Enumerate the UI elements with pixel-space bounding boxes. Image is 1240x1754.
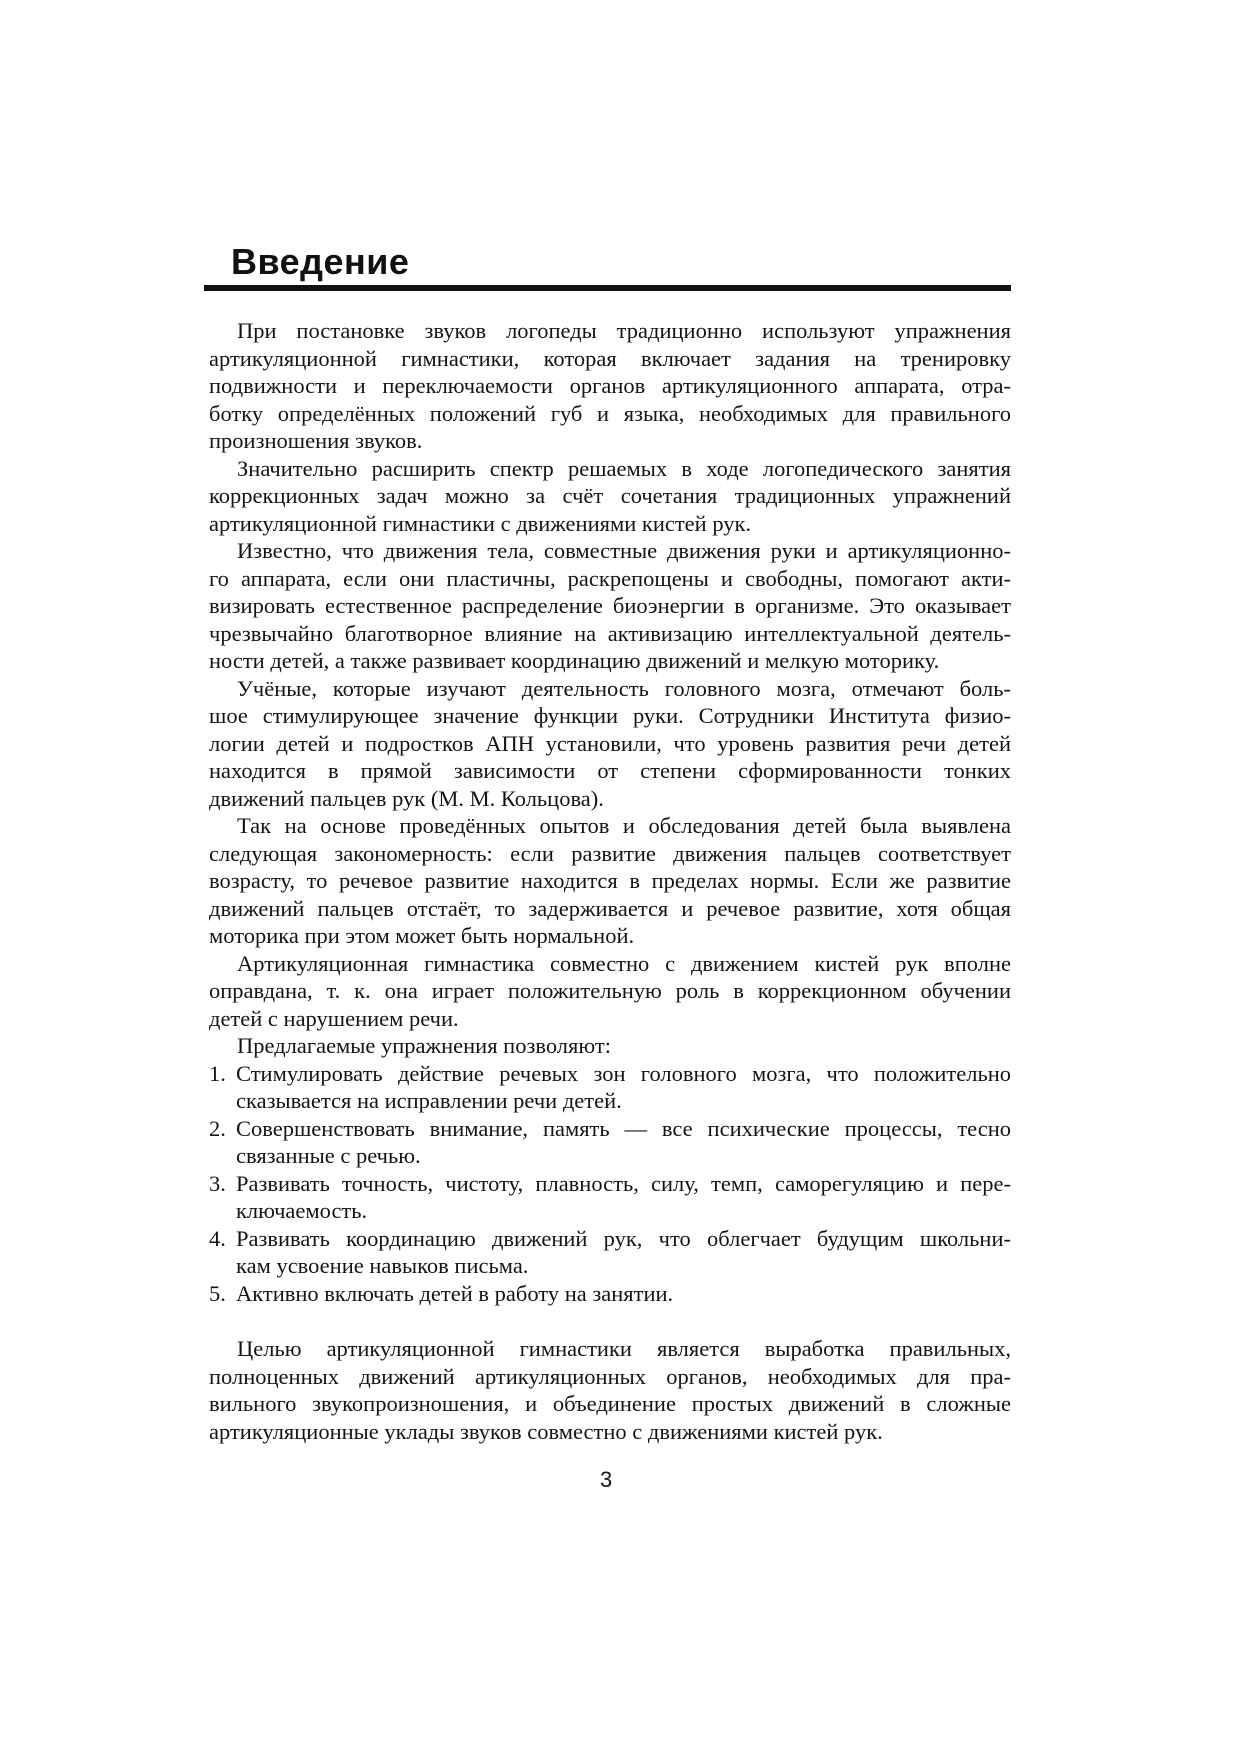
text-line: кам усвоение навыков письма. bbox=[236, 1253, 529, 1278]
list-number: 3. bbox=[209, 1170, 226, 1196]
list-item bbox=[209, 1170, 1011, 1225]
paragraph bbox=[209, 317, 1011, 455]
title-underline-rule bbox=[204, 285, 1011, 291]
text-line: Значительно расширить спектр решаемых в ходе логопедического занятия bbox=[237, 455, 1011, 481]
text-line: Так на основе проведённых опытов и обследования детей была выявлена bbox=[237, 813, 1011, 838]
text-line: Развивать точность, чистоту, плавность, силу, темп, саморегуляцию и пере- bbox=[236, 1170, 1011, 1196]
list-item bbox=[209, 1225, 1011, 1280]
text-line: ботку определённых положений губ и языка, необходимых для правильного bbox=[209, 400, 1011, 426]
text-line: Известно, что движения тела, совместные движения руки и артикуляционно- bbox=[237, 538, 1011, 563]
page-number: 3 bbox=[600, 1467, 613, 1492]
paragraph bbox=[209, 455, 1011, 538]
paragraph bbox=[209, 675, 1011, 813]
list-number: 4. bbox=[209, 1225, 226, 1251]
body-text bbox=[209, 317, 1011, 1445]
text-line: При постановке звуков логопеды традиционно используют упражнения bbox=[237, 318, 1011, 343]
text-line: возрасту, то речевое развитие находится в пределах нормы. Если же развитие bbox=[209, 868, 1011, 893]
text-line: Совершенствовать внимание, память — все психические процессы, тесно bbox=[236, 1115, 1011, 1141]
text-line: артикуляционной гимнастики с движениями кистей рук. bbox=[209, 510, 752, 536]
text-line: Развивать координацию движений рук, что облегчает будущим школьни- bbox=[236, 1225, 1011, 1251]
text-line: логии детей и подростков АПН установили, что уровень развития речи детей bbox=[209, 730, 1011, 756]
text-line: полноценных движений артикуляционных органов, необходимых для пра- bbox=[209, 1363, 1011, 1389]
text-line: следующая закономерность: если развитие движения пальцев соответствует bbox=[209, 840, 1011, 866]
list-item bbox=[209, 1060, 1011, 1115]
text-line: подвижности и переключаемости органов артикуляционного аппарата, отра- bbox=[209, 373, 1011, 398]
text-line: визировать естественное распределение биоэнергии в организме. Это оказывает bbox=[209, 593, 1011, 618]
paragraph bbox=[209, 812, 1011, 950]
text-line: артикуляционные уклады звуков совместно с движениями кистей рук. bbox=[209, 1418, 883, 1444]
text-line: коррекционных задач можно за счёт сочетания традиционных упражнений bbox=[209, 483, 1011, 508]
text-line: оправдана, т. к. она играет положительную роль в коррекционном обучении bbox=[209, 978, 1011, 1003]
text-line: моторика при этом может быть нормальной. bbox=[209, 923, 635, 948]
text-line: Артикуляционная гимнастика совместно с движением кистей рук вполне bbox=[237, 950, 1011, 976]
text-line: Учёные, которые изучают деятельность головного мозга, отмечают боль- bbox=[237, 675, 1011, 701]
list-number: 5. bbox=[209, 1280, 226, 1306]
text-line: сказывается на исправлении речи детей. bbox=[236, 1088, 622, 1113]
paragraph bbox=[209, 537, 1011, 675]
text-line: движений пальцев отстаёт, то задерживается и речевое развитие, хотя общая bbox=[209, 895, 1011, 921]
list-number: 2. bbox=[209, 1115, 226, 1141]
list-item bbox=[209, 1115, 1011, 1170]
paragraph bbox=[209, 950, 1011, 1033]
list-number: 1. bbox=[209, 1060, 226, 1086]
text-line: артикуляционной гимнастики, которая включает задания на тренировку bbox=[209, 345, 1011, 371]
text-line: Целью артикуляционной гимнастики является выработка правильных, bbox=[237, 1336, 1011, 1361]
numbered-list bbox=[209, 1060, 1011, 1308]
text-line: Предлагаемые упражнения позволяют: bbox=[237, 1033, 611, 1058]
paragraph bbox=[209, 1032, 1011, 1060]
page-title: Введение bbox=[231, 241, 410, 282]
text-line: ности детей, а также развивает координацию движений и мелкую моторику. bbox=[209, 648, 940, 673]
text-line: находится в прямой зависимости от степени сформированности тонких bbox=[209, 758, 1011, 783]
text-line: детей с нарушением речи. bbox=[209, 1005, 459, 1031]
text-line: вильного звукопроизношения, и объединение простых движений в сложные bbox=[209, 1391, 1011, 1416]
text-line: го аппарата, если они пластичны, раскрепощены и свободны, помогают акти- bbox=[209, 565, 1011, 591]
text-line: шое стимулирующее значение функции руки. Сотрудники Института физио- bbox=[209, 703, 1011, 728]
text-line: произношения звуков. bbox=[209, 428, 423, 453]
text-line: ключаемость. bbox=[236, 1198, 368, 1223]
text-line: Активно включать детей в работу на занятии. bbox=[236, 1280, 674, 1306]
text-line: движений пальцев рук (М. М. Кольцова). bbox=[209, 785, 604, 811]
text-line: связанные с речью. bbox=[236, 1143, 421, 1168]
text-line: чрезвычайно благотворное влияние на активизацию интеллектуальной деятель- bbox=[209, 620, 1011, 646]
list-item bbox=[209, 1280, 1011, 1308]
text-line: Стимулировать действие речевых зон головного мозга, что положительно bbox=[236, 1060, 1011, 1086]
final-paragraph bbox=[209, 1335, 1011, 1445]
